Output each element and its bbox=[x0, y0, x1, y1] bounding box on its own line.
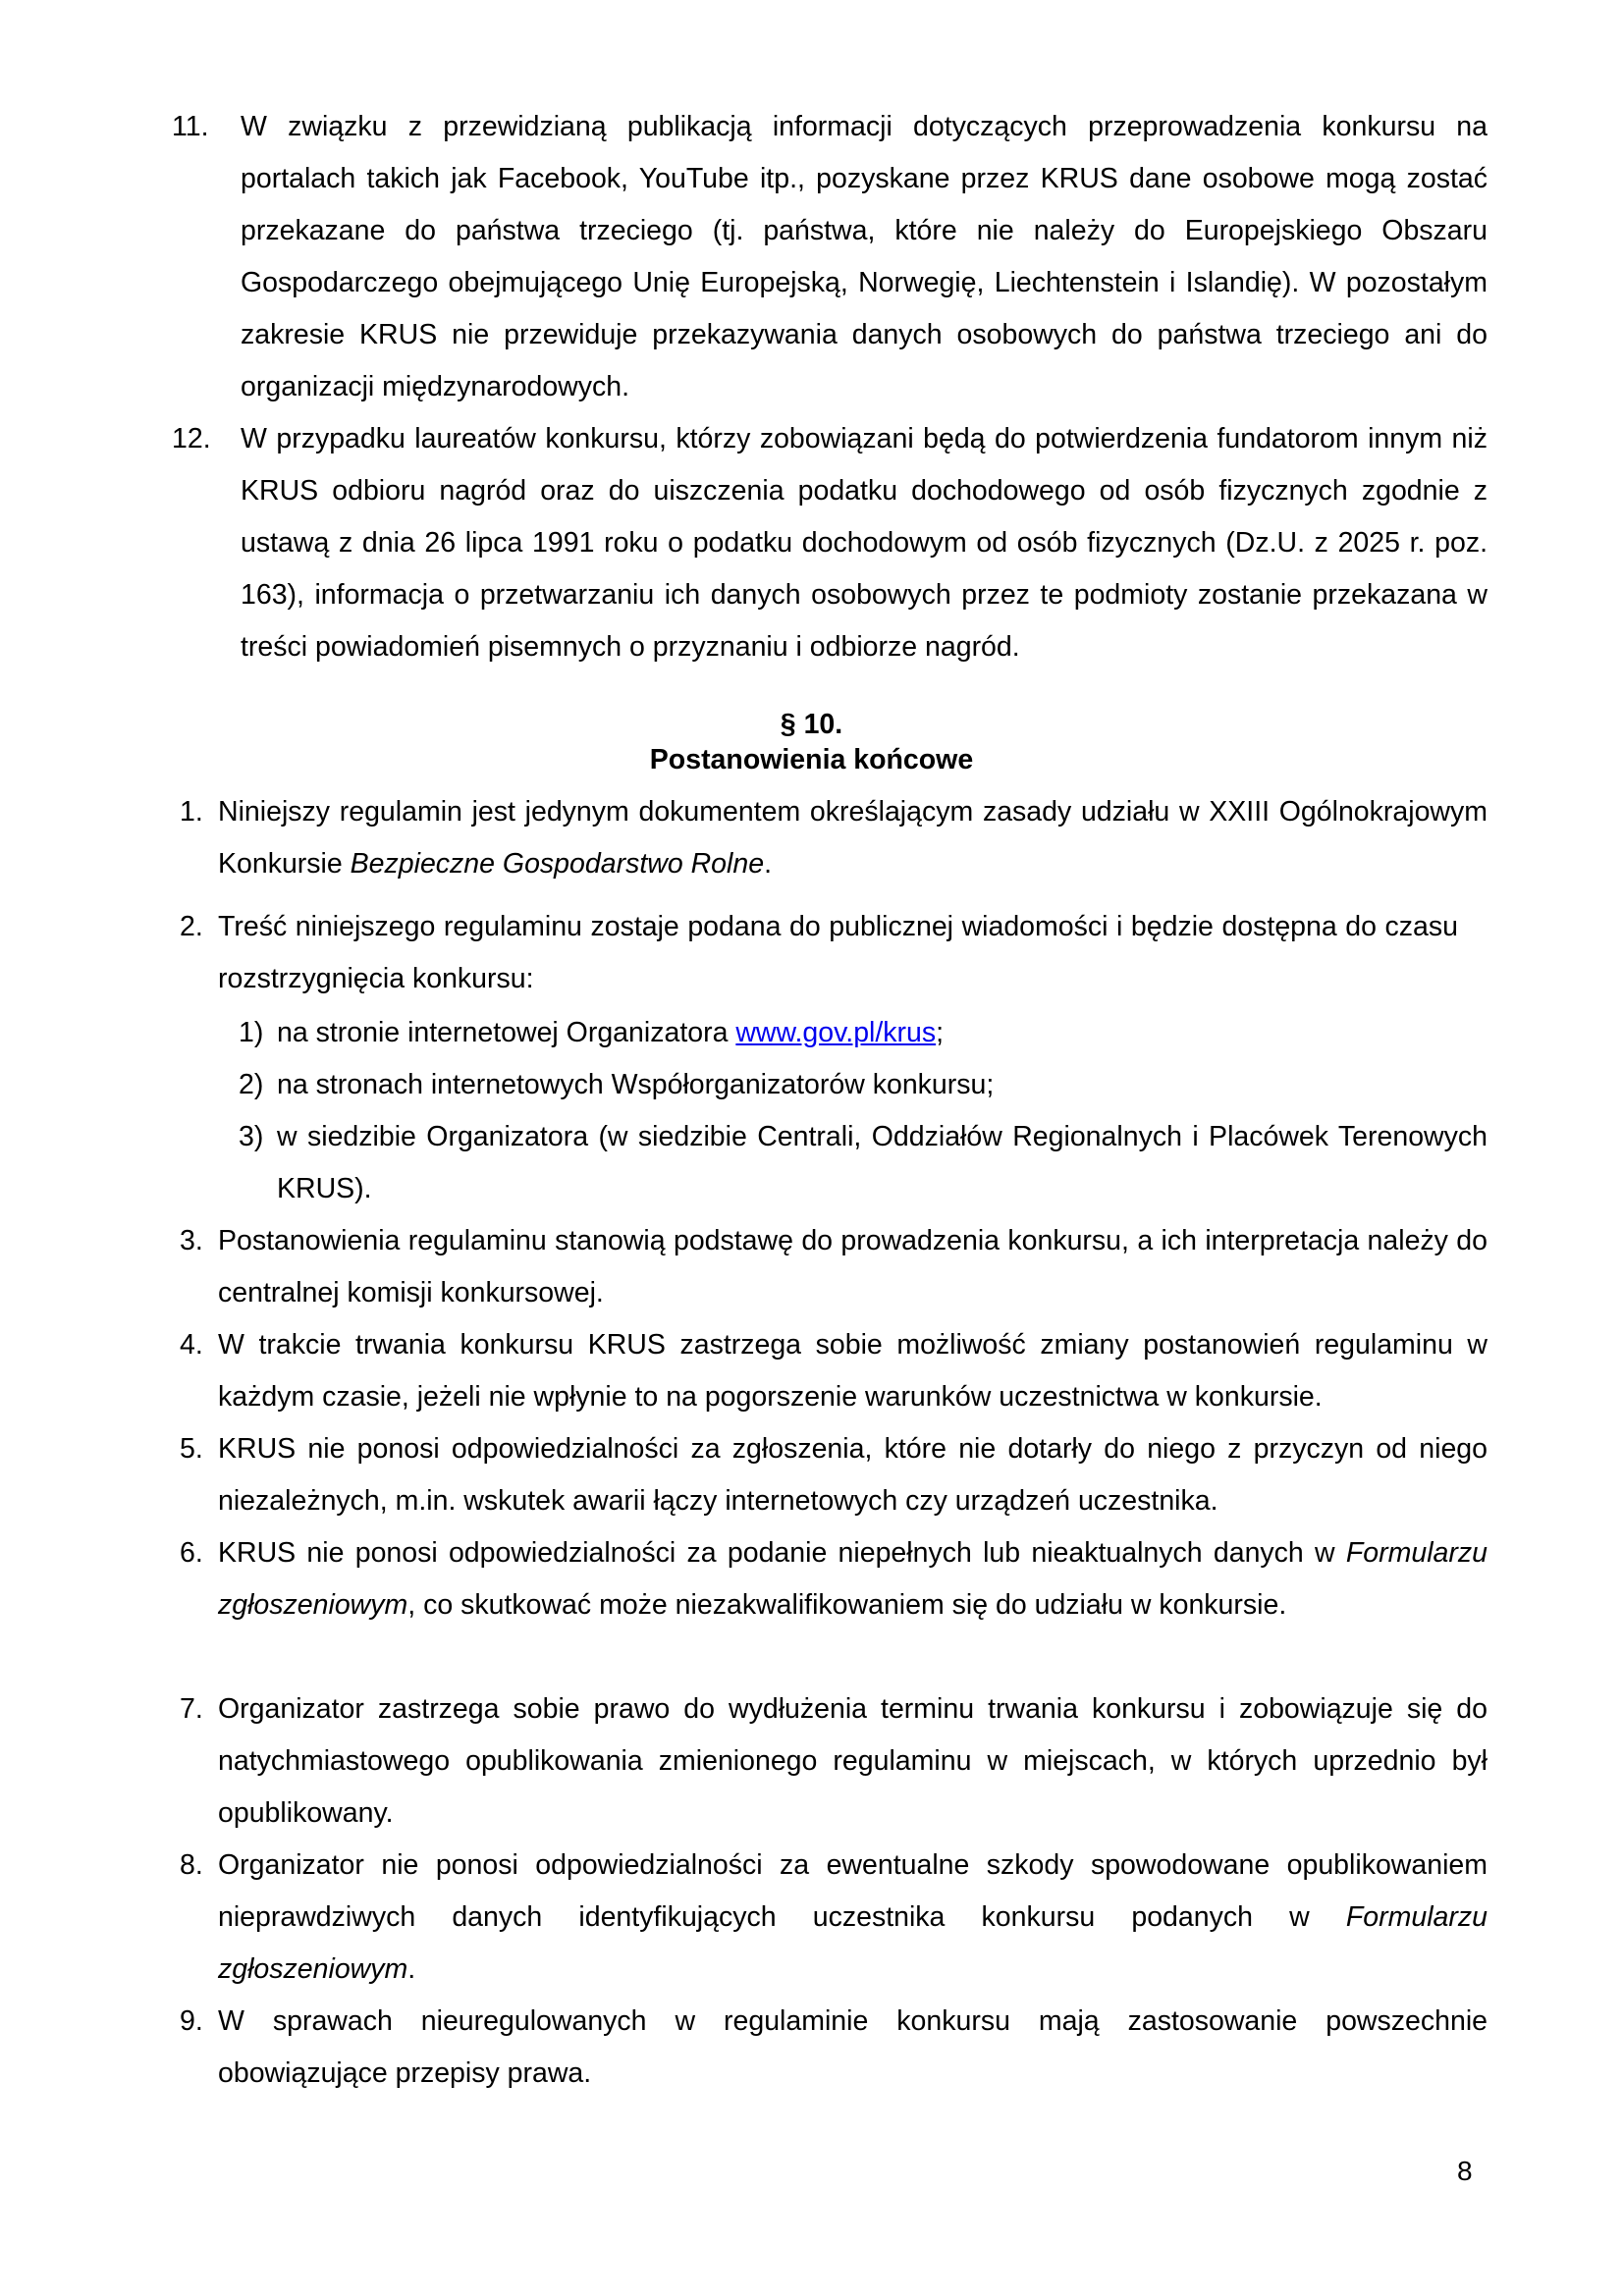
contest-name: Bezpieczne Gospodarstwo Rolne bbox=[350, 848, 765, 880]
subitem-2 bbox=[239, 1059, 1488, 1111]
item-number: 8. bbox=[180, 1849, 203, 1881]
section-number: § 10. bbox=[780, 709, 843, 740]
item-number: 6. bbox=[180, 1537, 203, 1569]
form-name: Formularzu zgłoszeniowym bbox=[218, 1901, 1488, 1985]
section-item-5 bbox=[180, 1423, 1488, 1527]
section-item-4 bbox=[180, 1319, 1488, 1423]
item-text: W związku z przewidzianą publikacją informacji dotyczących przeprowadzenia konkursu na portalach takich jak Facebook, YouTube itp., pozyskane przez KRUS dane osobowe mogą zostać przekazane do państwa trzeciego (tj. państwa, które nie należy do Europejskiego Obszaru Gospodarczego obejmującego Unię Europejską, Norwegię, Liechtenstein i Islandię). W pozostałym zakresie KRUS nie przewiduje przekazywania danych osobowych do państwa trzeciego ani do organizacji międzynarodowych. bbox=[241, 111, 1488, 402]
section-item-6 bbox=[180, 1527, 1488, 1631]
item-number: 1. bbox=[180, 796, 203, 828]
list-item-11 bbox=[172, 101, 1488, 413]
subitem-3 bbox=[239, 1111, 1488, 1215]
item-text: W sprawach nieuregulowanych w regulaminie konkursu mają zastosowanie powszechnie obowiązujące przepisy prawa. bbox=[218, 2005, 1488, 2089]
item-number: 12. bbox=[172, 423, 211, 454]
item-text: W przypadku laureatów konkursu, którzy zobowiązani będą do potwierdzenia fundatorom innym niż KRUS odbioru nagród oraz do uiszczenia podatku dochodowego od osób fizycznych zgodnie z ustawą z dnia 26 lipca 1991 roku o podatku dochodowym od osób fizycznych (Dz.U. z 2025 r. poz. 163), informacja o przetwarzaniu ich danych osobowych przez te podmioty zostanie przekazana w treści powiadomień pisemnych o przyznaniu i odbiorze nagród. bbox=[241, 423, 1488, 663]
section-item-9 bbox=[180, 1996, 1488, 2100]
item-text: KRUS nie ponosi odpowiedzialności za podanie niepełnych lub nieaktualnych danych w Formularzu zgłoszeniowym, co skutkować może niezakwalifikowaniem się do udziału w konkursie. bbox=[218, 1537, 1488, 1621]
section-item-8 bbox=[180, 1840, 1488, 1996]
item-text: Niniejszy regulamin jest jedynym dokumentem określającym zasady udziału w XXIII Ogólnokrajowym Konkursie Bezpieczne Gospodarstwo Rolne. bbox=[218, 796, 1488, 880]
subitem-number: 1) bbox=[239, 1017, 264, 1048]
section-item-1 bbox=[180, 786, 1488, 890]
subitem-text: na stronie internetowej Organizatora www.gov.pl/krus; bbox=[277, 1017, 945, 1048]
item-text: KRUS nie ponosi odpowiedzialności za zgłoszenia, które nie dotarły do niego z przyczyn od niego niezależnych, m.in. wskutek awarii łączy internetowych czy urządzeń uczestnika. bbox=[218, 1433, 1488, 1517]
section-item-7 bbox=[180, 1683, 1488, 1840]
subitem-text: w siedzibie Organizatora (w siedzibie Centrali, Oddziałów Regionalnych i Placówek Terenowych KRUS). bbox=[277, 1121, 1488, 1204]
section-item-2 bbox=[180, 901, 1488, 1005]
item-number: 7. bbox=[180, 1693, 203, 1725]
subitem-1 bbox=[239, 1007, 1488, 1059]
page-number: 8 bbox=[1457, 2156, 1473, 2186]
section-title: Postanowienia końcowe bbox=[649, 744, 974, 775]
item-number: 2. bbox=[180, 911, 203, 942]
section-item-3 bbox=[180, 1215, 1488, 1319]
item-text: Organizator nie ponosi odpowiedzialności za ewentualne szkody spowodowane opublikowaniem nieprawdziwych danych identyfikujących uczestnika konkursu podanych w Formularzu zgłoszeniowym. bbox=[218, 1849, 1488, 1985]
item-text: W trakcie trwania konkursu KRUS zastrzega sobie możliwość zmiany postanowień regulaminu w każdym czasie, jeżeli nie wpłynie to na pogorszenie warunków uczestnictwa w konkursie. bbox=[218, 1329, 1488, 1413]
item-text: Treść niniejszego regulaminu zostaje podana do publicznej wiadomości i będzie dostępna do czasu rozstrzygnięcia konkursu: bbox=[218, 911, 1458, 994]
item-number: 11. bbox=[172, 111, 209, 142]
item-number: 9. bbox=[180, 2005, 203, 2037]
krus-website-link[interactable]: www.gov.pl/krus bbox=[735, 1017, 937, 1048]
form-name: Formularzu zgłoszeniowym bbox=[218, 1537, 1488, 1621]
subitem-number: 2) bbox=[239, 1069, 264, 1100]
item-number: 4. bbox=[180, 1329, 203, 1361]
subitem-text: na stronach internetowych Współorganizatorów konkursu; bbox=[277, 1069, 995, 1100]
item-text: Organizator zastrzega sobie prawo do wydłużenia terminu trwania konkursu i zobowiązuje się do natychmiastowego opublikowania zmienionego regulaminu w miejscach, w których uprzednio był opublikowany. bbox=[218, 1693, 1488, 1829]
list-item-12 bbox=[172, 413, 1488, 673]
item-number: 5. bbox=[180, 1433, 203, 1465]
item-number: 3. bbox=[180, 1225, 203, 1256]
item-text: Postanowienia regulaminu stanowią podstawę do prowadzenia konkursu, a ich interpretacja należy do centralnej komisji konkursowej. bbox=[218, 1225, 1488, 1308]
subitem-number: 3) bbox=[239, 1121, 264, 1152]
